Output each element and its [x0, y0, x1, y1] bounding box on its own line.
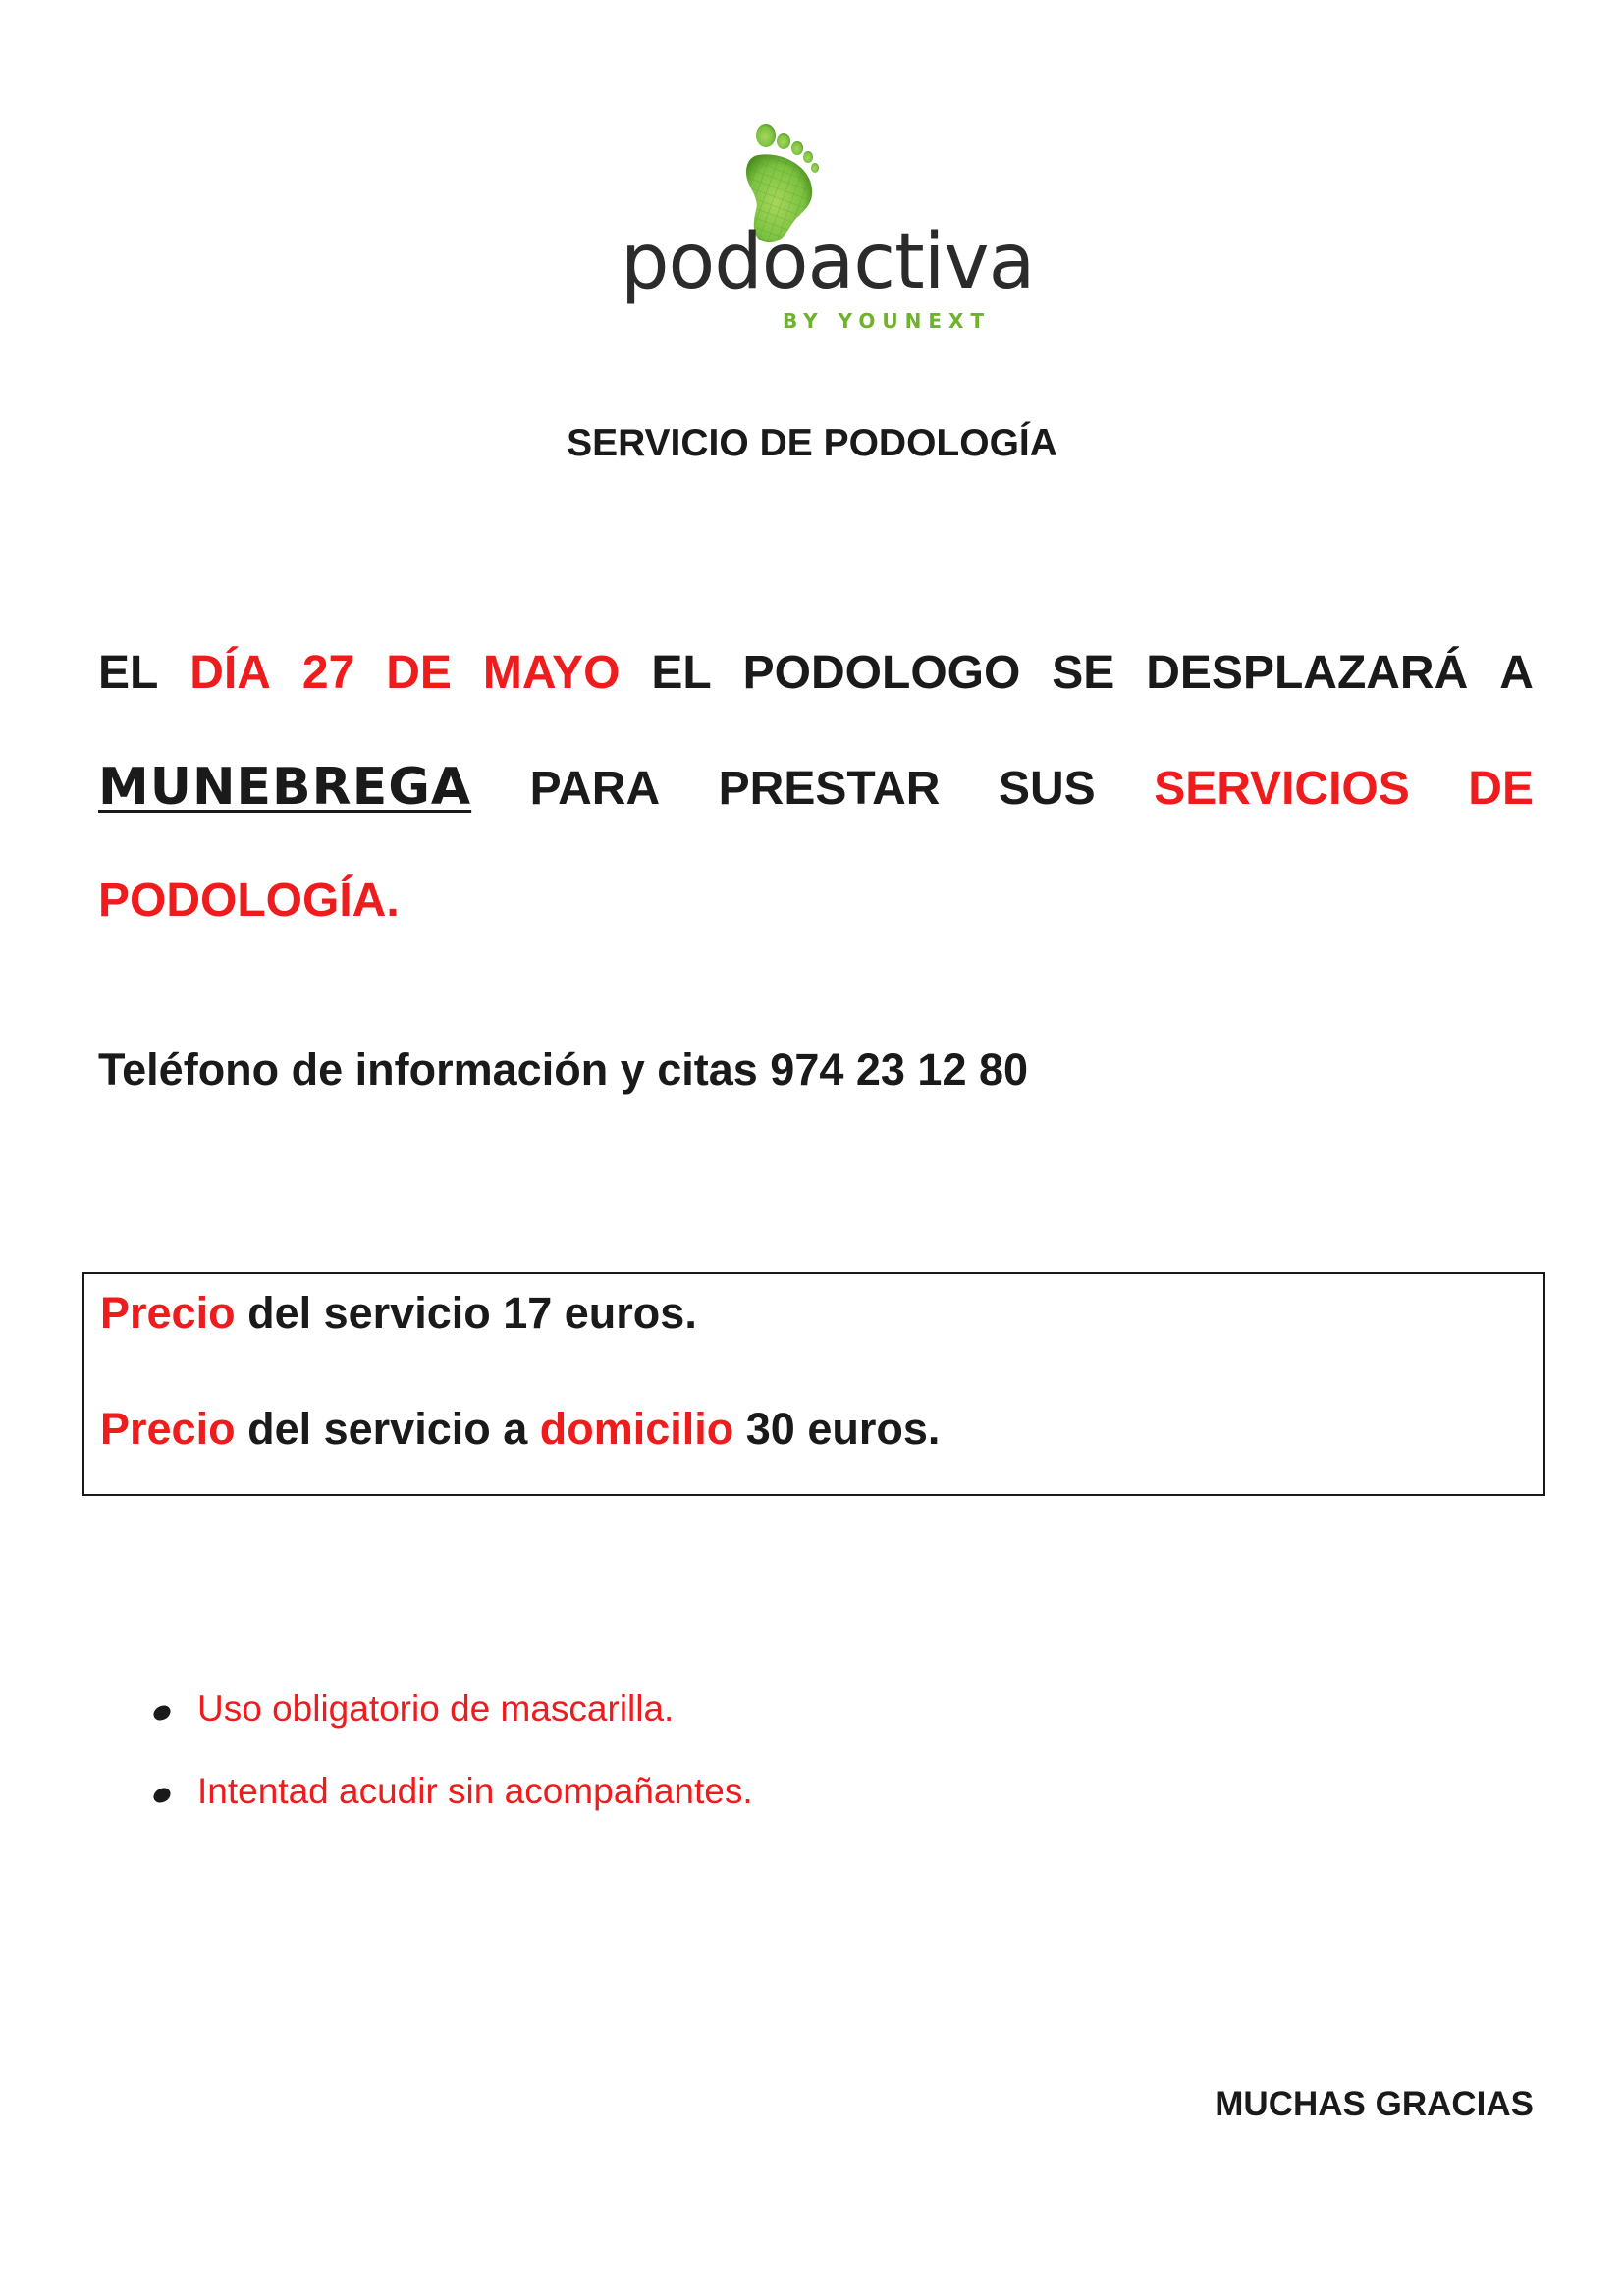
notice-text: Intentad acudir sin acompañantes.: [197, 1771, 753, 1811]
word: EL: [98, 647, 159, 699]
price-text: del servicio 17 euros.: [235, 1288, 697, 1338]
word: EL: [651, 647, 712, 699]
list-item: [153, 1688, 753, 1771]
word-service: SERVICIOS: [1154, 763, 1410, 815]
word: DESPLAZARÁ: [1146, 647, 1469, 699]
price-home-label: domicilio: [539, 1404, 734, 1454]
word-date: 27: [301, 647, 355, 699]
word-date: DÍA: [189, 647, 271, 699]
word: A: [1499, 647, 1534, 699]
price-label: Precio: [100, 1404, 236, 1454]
announcement-line-1: [98, 616, 1534, 730]
page-title: SERVICIO DE PODOLOGÍA: [567, 422, 1057, 464]
notice-text: Uso obligatorio de mascarilla.: [197, 1688, 675, 1729]
word: PODOLOGO: [742, 647, 1021, 699]
word-date: DE: [386, 647, 452, 699]
word: PRESTAR: [718, 763, 941, 815]
word: SUS: [998, 763, 1096, 815]
word: PARA: [529, 763, 661, 815]
bullet-icon: [151, 1702, 174, 1723]
price-text: del servicio a: [235, 1404, 540, 1454]
announcement: [98, 616, 1534, 958]
price-label: Precio: [100, 1288, 236, 1338]
logo-subline: BY YOUNEXT: [783, 309, 992, 333]
notice-list: [153, 1688, 753, 1853]
word-service: PODOLOGÍA.: [98, 875, 400, 927]
price-line-home: [100, 1404, 940, 1455]
word-service: DE: [1468, 763, 1534, 815]
closing-text: MUCHAS GRACIAS: [1215, 2085, 1534, 2123]
announcement-line-3: [98, 844, 1534, 958]
price-line-standard: [100, 1288, 697, 1339]
word: SE: [1052, 647, 1115, 699]
list-item: [153, 1771, 753, 1853]
podoactiva-logo: [609, 108, 1035, 333]
phone-info: Teléfono de información y citas 974 23 12 80: [98, 1044, 1029, 1095]
announcement-line-2: [98, 730, 1534, 844]
bullet-icon: [151, 1785, 174, 1805]
logo-wordmark: podoactiva: [621, 218, 1035, 306]
town-name: MUNEBREGA: [98, 758, 472, 817]
word-date: MAYO: [482, 647, 621, 699]
price-box: [82, 1272, 1545, 1496]
price-text: 30 euros.: [733, 1404, 941, 1454]
